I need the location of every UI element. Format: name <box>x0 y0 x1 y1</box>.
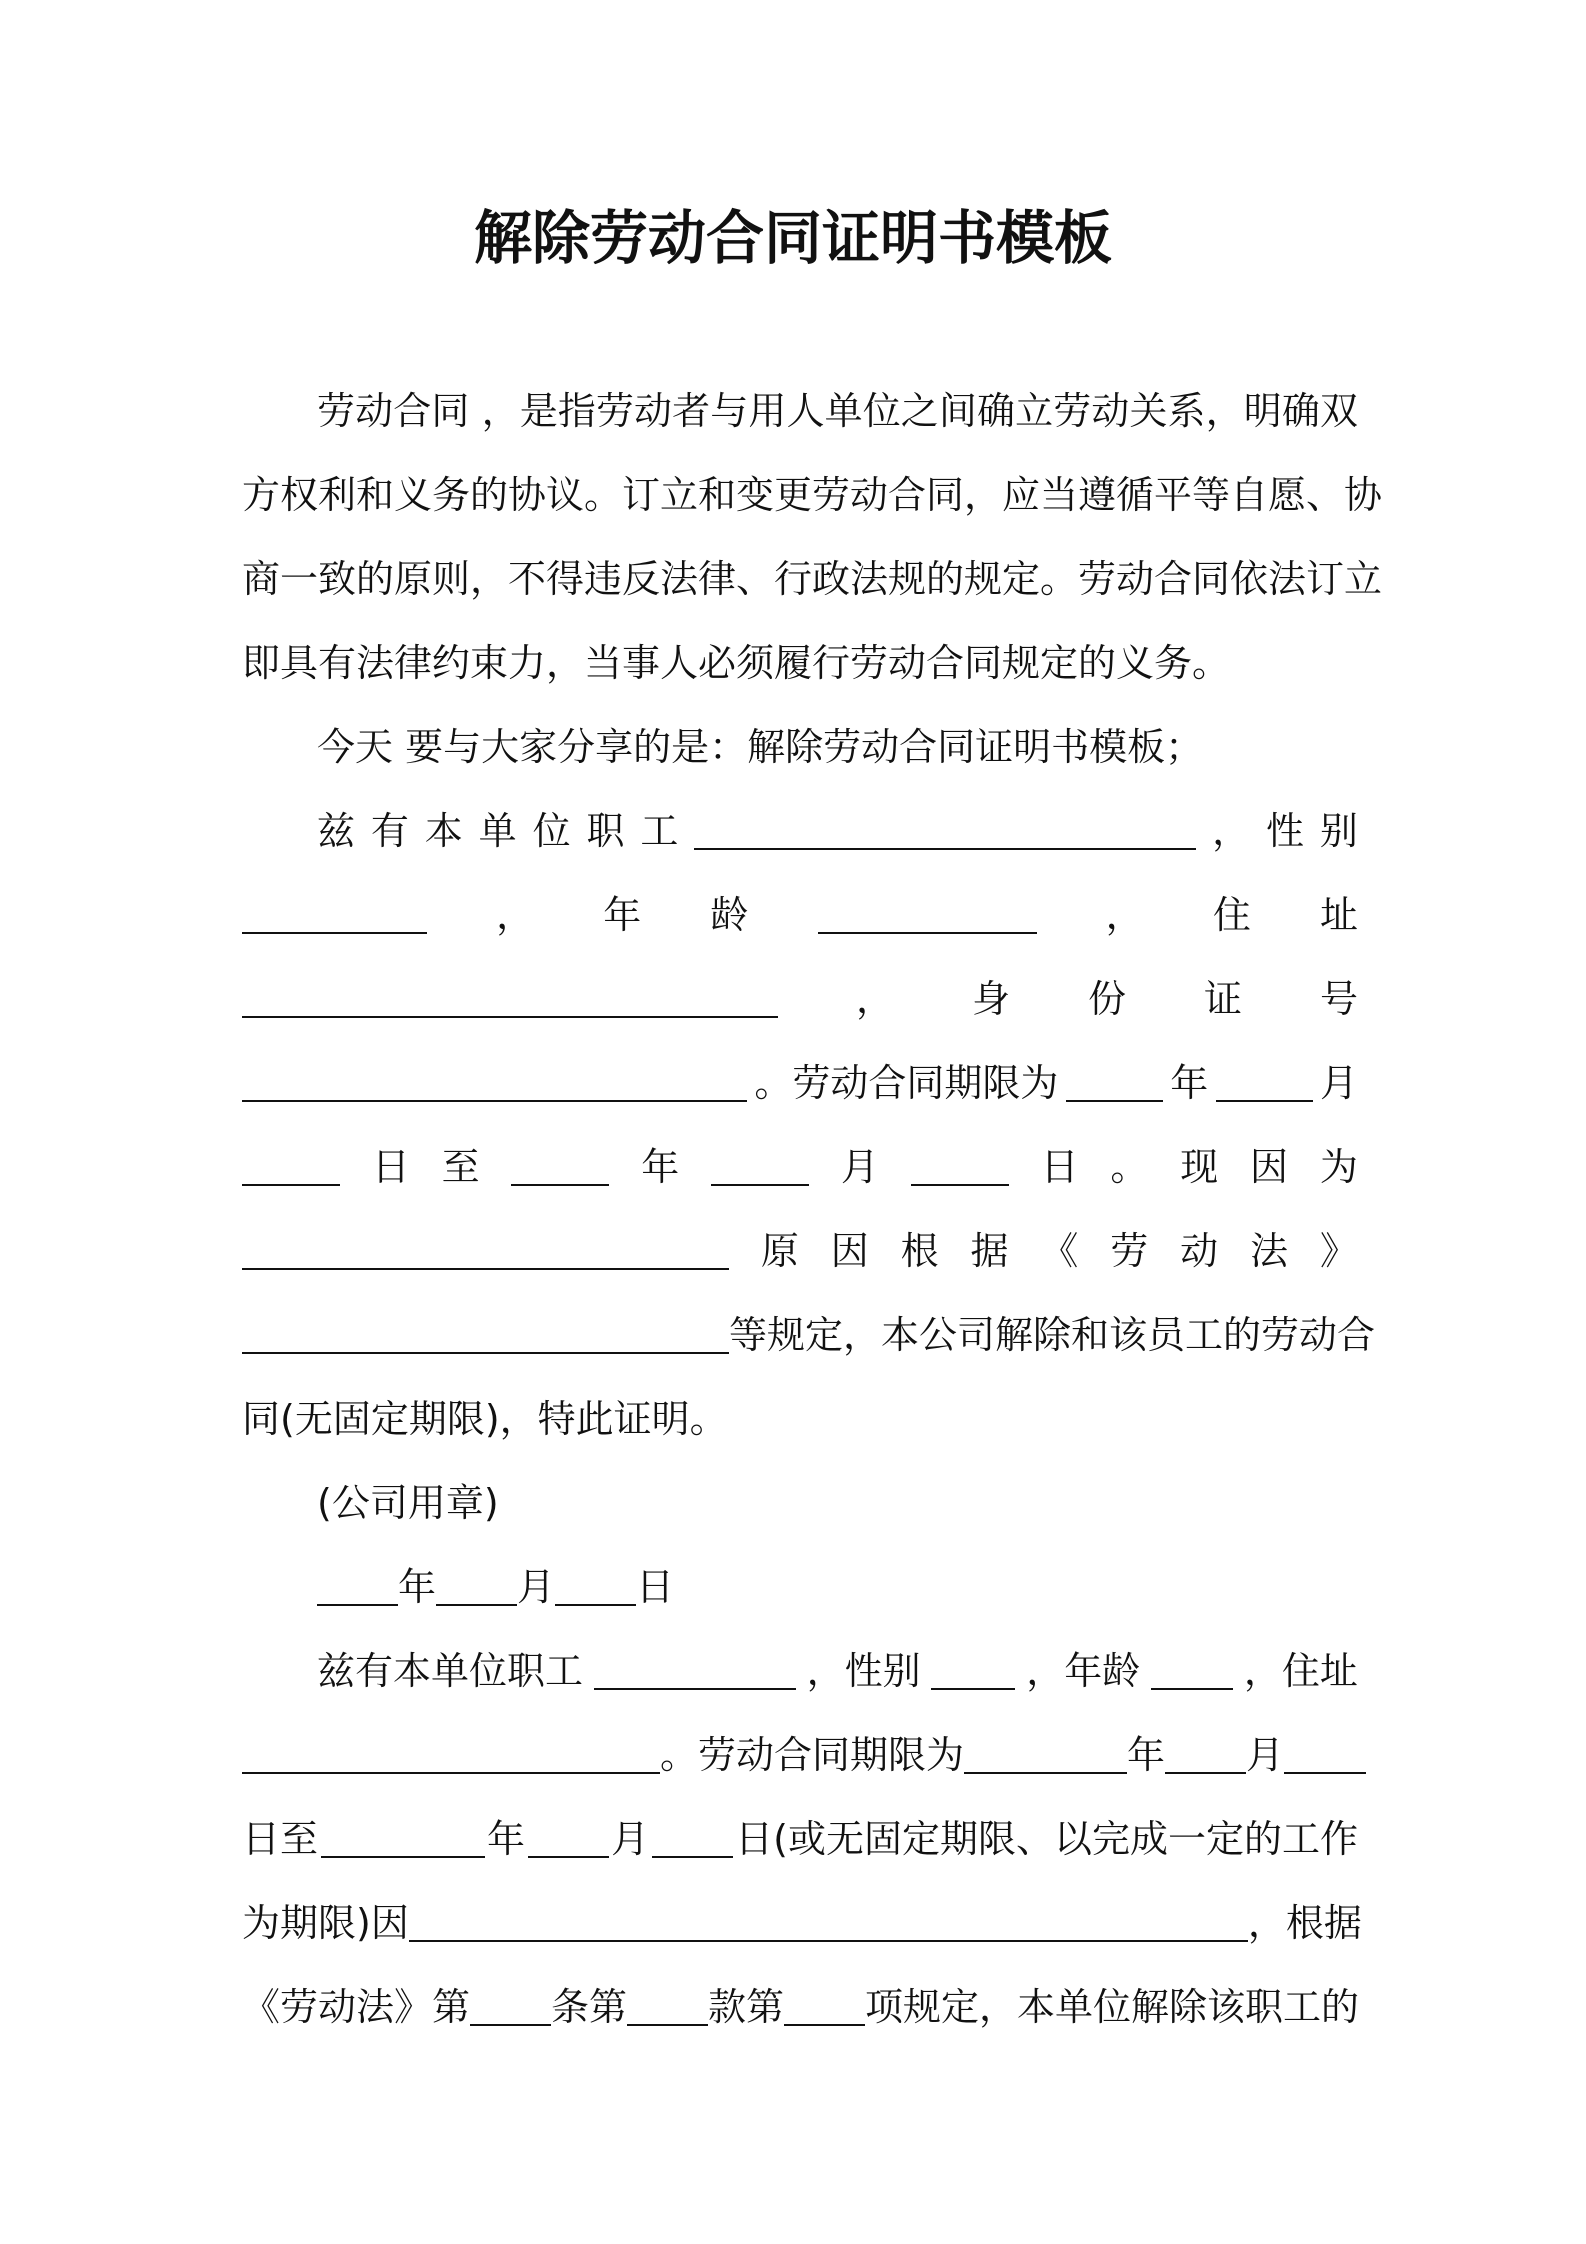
article-blank[interactable] <box>470 1994 551 2026</box>
intro-line: 劳动合同 ，是指劳动者与用人单位之间确立劳动关系，明确双 <box>317 388 1358 433</box>
start-month-blank-2[interactable] <box>1165 1742 1246 1774</box>
gender-blank[interactable] <box>242 902 427 934</box>
form1-line: 日 至 年 月 日 。 现 因 为 <box>242 1121 1358 1205</box>
end-year-blank[interactable] <box>511 1154 609 1186</box>
start-month-blank[interactable] <box>1216 1070 1313 1102</box>
reason-blank-2[interactable] <box>409 1910 1248 1942</box>
form2-line: 。劳动合同期限为 年 月 <box>242 1709 1358 1793</box>
document-body <box>242 365 1383 2045</box>
form2-line: 兹有本单位职工 ，性别 ，年龄 ，住址 <box>317 1648 1358 1693</box>
age-blank[interactable] <box>818 902 1037 934</box>
form1-line: ， 年 龄 ， 住 址 <box>242 869 1358 953</box>
form1-line: 等规定，本公司解除和该员工的劳动合 <box>242 1289 1358 1373</box>
start-day-blank-2[interactable] <box>1284 1742 1366 1774</box>
form1-line: 同(无固定期限)，特此证明。 <box>242 1396 728 1441</box>
end-month-blank[interactable] <box>711 1154 809 1186</box>
law-article-blank[interactable] <box>242 1322 729 1354</box>
end-month-blank-2[interactable] <box>528 1826 609 1858</box>
end-day-blank[interactable] <box>911 1154 1009 1186</box>
document-title: 解除劳动合同证明书模板 <box>473 204 1112 272</box>
clause-blank[interactable] <box>627 1994 708 2026</box>
end-day-blank-2[interactable] <box>652 1826 733 1858</box>
intro-line: 商一致的原则，不得违反法律、行政法规的规定。劳动合同依法订立 <box>242 556 1383 601</box>
age-blank-2[interactable] <box>1151 1658 1233 1690</box>
start-year-blank-2[interactable] <box>964 1742 1127 1774</box>
start-year-blank[interactable] <box>1066 1070 1163 1102</box>
form2-line: 《劳动法》第 条第 款第 项规定，本单位解除该职工的 <box>242 1984 1360 2029</box>
form1-line: 。劳动合同期限为 年 月 <box>242 1037 1358 1121</box>
intro-line: 即具有法律约束力，当事人必须履行劳动合同规定的义务。 <box>242 640 1231 685</box>
address-blank[interactable] <box>242 986 778 1018</box>
item-blank[interactable] <box>784 1994 865 2026</box>
employee-name-blank[interactable] <box>694 818 1196 850</box>
company-seal-line: (公司用章) <box>317 1480 499 1525</box>
intro-line: 方权利和义务的协议。订立和变更劳动合同，应当遵循平等自愿、协 <box>242 472 1383 517</box>
id-number-blank[interactable] <box>242 1070 747 1102</box>
date-line: 年 月 日 <box>242 1541 1358 1625</box>
date-month-blank[interactable] <box>436 1574 517 1606</box>
form2-line: 为期限)因 ，根据 <box>242 1900 1362 1945</box>
reason-blank[interactable] <box>242 1238 729 1270</box>
form1-line: 兹 有 本 单 位 职 工 ， 性 别 <box>317 808 1358 853</box>
employee-name-blank-2[interactable] <box>594 1658 796 1690</box>
form1-line: 原 因 根 据 《 劳 动 法 》 <box>242 1205 1358 1289</box>
form1-line: ， 身 份 证 号 <box>242 953 1358 1037</box>
start-day-blank[interactable] <box>242 1154 340 1186</box>
gender-blank-2[interactable] <box>931 1658 1015 1690</box>
date-day-blank[interactable] <box>555 1574 636 1606</box>
share-line: 今天 要与大家分享的是：解除劳动合同证明书模板； <box>317 724 1204 769</box>
date-year-blank[interactable] <box>317 1574 398 1606</box>
end-year-blank-2[interactable] <box>321 1826 485 1858</box>
address-blank-2[interactable] <box>242 1742 660 1774</box>
form2-line: 日至 年 月 日(或无固定期限、以完成一定的工作 <box>242 1816 1358 1861</box>
